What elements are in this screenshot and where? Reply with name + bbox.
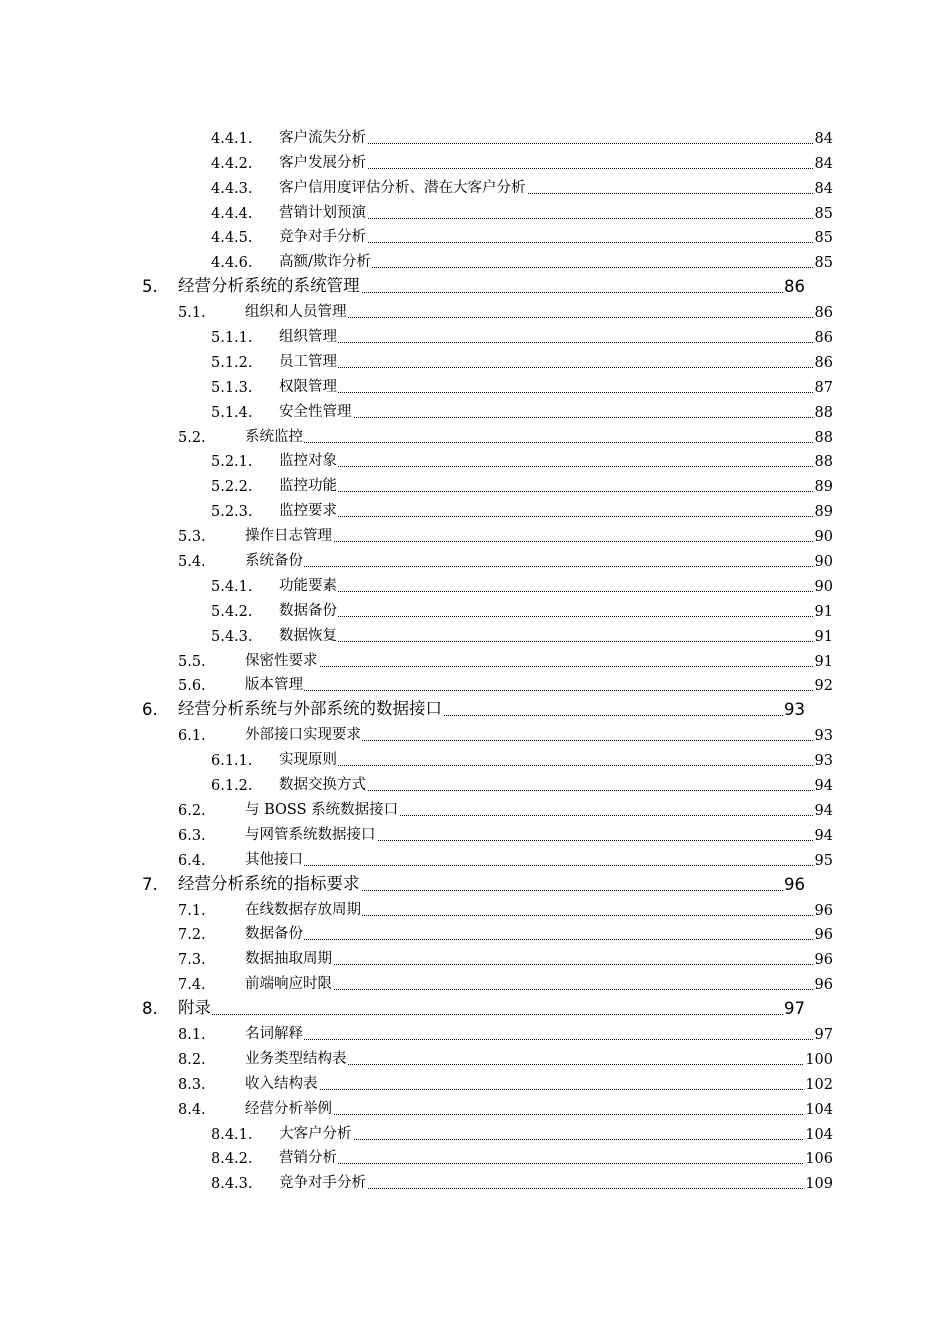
toc-entry-page-number: 88 (814, 454, 833, 471)
toc-dot-leader (178, 1012, 785, 1015)
toc-entry-number: 8.4.3. (211, 1176, 253, 1193)
toc-entry-title: 功能要素 (279, 574, 338, 595)
toc-entry[interactable] (0, 872, 950, 897)
toc-entry-title: 组织和人员管理 (245, 300, 348, 321)
toc-entry-title: 监控要求 (279, 499, 338, 520)
toc-entry-title: 系统监控 (245, 425, 304, 446)
toc-entry-page-number: 88 (814, 429, 833, 446)
toc-entry-page-number: 97 (814, 1026, 833, 1043)
toc-entry-title: 客户发展分析 (279, 151, 367, 172)
toc-dot-leader (279, 415, 815, 418)
toc-entry-title: 员工管理 (279, 350, 338, 371)
toc-entry[interactable] (0, 1071, 950, 1096)
toc-entry-number: 5.2. (178, 429, 206, 446)
toc-entry-page-number: 85 (814, 230, 833, 247)
toc-entry-number: 5.4.2. (211, 603, 253, 620)
toc-entry-number: 4.4.4. (211, 205, 253, 222)
toc-entry-number: 6.1.2. (211, 778, 253, 795)
toc-entry[interactable] (0, 274, 950, 299)
toc-entry-page-number: 91 (814, 603, 833, 620)
toc-entry-page-number: 96 (814, 927, 833, 944)
toc-dot-leader (279, 589, 815, 592)
toc-entry-number: 5.3. (178, 529, 206, 546)
toc-entry-page-number: 88 (814, 404, 833, 421)
toc-entry-title: 组织管理 (279, 325, 338, 346)
toc-entry[interactable] (0, 673, 950, 698)
toc-entry-page-number: 89 (814, 504, 833, 521)
toc-entry-number: 7.2. (178, 927, 206, 944)
toc-entry[interactable] (0, 822, 950, 847)
toc-entry-page-number: 100 (805, 1051, 833, 1068)
toc-entry-number: 8.4.2. (211, 1151, 253, 1168)
toc-entry[interactable] (0, 996, 950, 1021)
toc-entry[interactable] (0, 125, 950, 150)
toc-entry-title: 竞争对手分析 (279, 225, 367, 246)
toc-entry-title: 经营分析系统与外部系统的数据接口 (178, 695, 443, 719)
toc-entry-page-number: 97 (784, 999, 805, 1019)
toc-entry-title: 客户信用度评估分析、潜在大客户分析 (279, 176, 527, 197)
toc-entry-number: 6. (142, 700, 158, 720)
toc-entry-title: 数据抽取周期 (245, 947, 333, 968)
toc-entry-page-number: 106 (805, 1151, 833, 1168)
toc-entry-page-number: 86 (814, 330, 833, 347)
toc-entry-number: 7.4. (178, 977, 206, 994)
toc-entry-title: 版本管理 (245, 673, 304, 694)
toc-entry-number: 4.4.1. (211, 130, 253, 147)
toc-entry[interactable] (0, 299, 950, 324)
toc-dot-leader (279, 365, 815, 368)
toc-entry-number: 6.4. (178, 852, 206, 869)
toc-dot-leader (279, 390, 815, 393)
toc-entry-number: 5.1. (178, 305, 206, 322)
toc-entry-page-number: 86 (814, 305, 833, 322)
toc-entry-page-number: 86 (814, 354, 833, 371)
toc-entry-page-number: 90 (814, 578, 833, 595)
toc-entry[interactable] (0, 573, 950, 598)
toc-entry-number: 6.2. (178, 802, 206, 819)
toc-entry-page-number: 102 (805, 1076, 833, 1093)
toc-dot-leader (245, 1087, 807, 1090)
toc-dot-leader (245, 863, 815, 866)
toc-entry[interactable] (0, 324, 950, 349)
toc-entry-number: 8.4. (178, 1101, 206, 1118)
toc-entry[interactable] (0, 946, 950, 971)
toc-entry-page-number: 96 (814, 952, 833, 969)
toc-entry[interactable] (0, 797, 950, 822)
toc-entry[interactable] (0, 971, 950, 996)
toc-entry-page-number: 94 (814, 802, 833, 819)
toc-entry-page-number: 104 (805, 1101, 833, 1118)
toc-entry[interactable] (0, 249, 950, 274)
toc-entry[interactable] (0, 1170, 950, 1195)
toc-entry-title: 保密性要求 (245, 649, 319, 670)
table-of-contents (0, 125, 950, 1195)
toc-entry[interactable] (0, 747, 950, 772)
toc-entry[interactable] (0, 449, 950, 474)
toc-entry[interactable] (0, 523, 950, 548)
toc-entry-title: 收入结构表 (245, 1072, 319, 1093)
toc-entry[interactable] (0, 200, 950, 225)
toc-entry[interactable] (0, 648, 950, 673)
toc-entry-page-number: 91 (814, 628, 833, 645)
toc-dot-leader (279, 464, 815, 467)
toc-entry-title: 数据备份 (245, 922, 304, 943)
toc-dot-leader (279, 763, 815, 766)
toc-entry-title: 经营分析举例 (245, 1097, 333, 1118)
toc-entry[interactable] (0, 772, 950, 797)
toc-dot-leader (279, 614, 815, 617)
toc-entry[interactable] (0, 399, 950, 424)
toc-entry-number: 8.4.1. (211, 1126, 253, 1143)
toc-entry-number: 5.1.2. (211, 354, 253, 371)
toc-entry-number: 5. (142, 277, 158, 297)
toc-entry[interactable] (0, 1096, 950, 1121)
toc-entry-page-number: 85 (814, 205, 833, 222)
toc-entry-number: 8.1. (178, 1026, 206, 1043)
toc-dot-leader (245, 440, 815, 443)
toc-entry-title: 附录 (178, 994, 212, 1018)
toc-entry[interactable] (0, 922, 950, 947)
toc-entry-number: 7. (142, 874, 158, 894)
toc-dot-leader (245, 688, 815, 691)
toc-dot-leader (279, 639, 815, 642)
toc-entry-page-number: 87 (814, 379, 833, 396)
toc-entry-title: 与网管系统数据接口 (245, 823, 377, 844)
toc-entry-number: 8.2. (178, 1051, 206, 1068)
toc-dot-leader (279, 514, 815, 517)
toc-entry-page-number: 94 (814, 778, 833, 795)
toc-entry-title: 经营分析系统的指标要求 (178, 870, 361, 894)
toc-entry-number: 5.1.1. (211, 330, 253, 347)
toc-entry[interactable] (0, 697, 950, 722)
toc-entry[interactable] (0, 722, 950, 747)
toc-entry[interactable] (0, 1146, 950, 1171)
toc-dot-leader (279, 1161, 807, 1164)
toc-entry[interactable] (0, 897, 950, 922)
toc-entry[interactable] (0, 1021, 950, 1046)
toc-dot-leader (279, 1137, 807, 1140)
toc-entry-title: 其他接口 (245, 848, 304, 869)
toc-entry[interactable] (0, 548, 950, 573)
toc-entry-title: 监控功能 (279, 474, 338, 495)
toc-entry-title: 权限管理 (279, 375, 338, 396)
toc-entry[interactable] (0, 498, 950, 523)
toc-entry-title: 竞争对手分析 (279, 1171, 367, 1192)
toc-entry-number: 7.1. (178, 902, 206, 919)
toc-dot-leader (245, 937, 815, 940)
toc-dot-leader (245, 564, 815, 567)
toc-entry-page-number: 85 (814, 255, 833, 272)
toc-entry[interactable] (0, 349, 950, 374)
toc-entry-number: 5.4. (178, 554, 206, 571)
toc-entry-page-number: 93 (814, 728, 833, 745)
toc-dot-leader (279, 340, 815, 343)
toc-entry-title: 安全性管理 (279, 400, 353, 421)
toc-entry-title: 操作日志管理 (245, 524, 333, 545)
toc-entry[interactable] (0, 847, 950, 872)
toc-dot-leader (245, 664, 815, 667)
toc-entry[interactable] (0, 225, 950, 250)
toc-entry-number: 4.4.6. (211, 255, 253, 272)
toc-entry-page-number: 104 (805, 1126, 833, 1143)
toc-entry-number: 5.2.3. (211, 504, 253, 521)
toc-entry-title: 名词解释 (245, 1022, 304, 1043)
toc-entry-number: 5.4.3. (211, 628, 253, 645)
toc-entry-page-number: 95 (814, 852, 833, 869)
toc-entry-number: 8. (142, 999, 158, 1019)
toc-entry-number: 6.1. (178, 728, 206, 745)
toc-entry-title: 系统备份 (245, 549, 304, 570)
toc-entry-title: 经营分析系统的系统管理 (178, 272, 361, 296)
toc-entry[interactable] (0, 150, 950, 175)
toc-entry-title: 营销计划预演 (279, 201, 367, 222)
toc-entry-number: 7.3. (178, 952, 206, 969)
toc-entry-page-number: 89 (814, 479, 833, 496)
toc-entry[interactable] (0, 1121, 950, 1146)
toc-dot-leader (245, 1037, 815, 1040)
toc-entry-number: 5.5. (178, 653, 206, 670)
toc-entry-title: 业务类型结构表 (245, 1047, 348, 1068)
toc-entry-title: 实现原则 (279, 748, 338, 769)
toc-entry-page-number: 91 (814, 653, 833, 670)
toc-entry-number: 5.1.4. (211, 404, 253, 421)
toc-entry-page-number: 86 (784, 277, 805, 297)
toc-entry-title: 数据备份 (279, 599, 338, 620)
toc-entry[interactable] (0, 175, 950, 200)
toc-entry-page-number: 93 (814, 753, 833, 770)
toc-entry-title: 与 BOSS 系统数据接口 (245, 798, 399, 819)
toc-entry-title: 客户流失分析 (279, 126, 367, 147)
toc-entry[interactable] (0, 473, 950, 498)
toc-entry-number: 5.2.2. (211, 479, 253, 496)
toc-entry[interactable] (0, 598, 950, 623)
toc-entry-page-number: 92 (814, 678, 833, 695)
toc-entry-number: 6.1.1. (211, 753, 253, 770)
toc-entry[interactable] (0, 1046, 950, 1071)
toc-entry-number: 4.4.3. (211, 180, 253, 197)
toc-dot-leader (279, 489, 815, 492)
toc-entry-number: 4.4.5. (211, 230, 253, 247)
toc-entry-page-number: 84 (814, 180, 833, 197)
toc-entry-number: 5.6. (178, 678, 206, 695)
toc-entry-title: 监控对象 (279, 449, 338, 470)
toc-entry-title: 高额/欺诈分析 (279, 250, 372, 271)
toc-entry-page-number: 90 (814, 529, 833, 546)
toc-entry-title: 前端响应时限 (245, 972, 333, 993)
toc-entry[interactable] (0, 374, 950, 399)
toc-entry-title: 大客户分析 (279, 1122, 353, 1143)
toc-entry-title: 营销分析 (279, 1146, 338, 1167)
toc-entry-number: 8.3. (178, 1076, 206, 1093)
toc-entry-page-number: 94 (814, 827, 833, 844)
toc-entry-number: 6.3. (178, 827, 206, 844)
toc-entry-page-number: 96 (814, 977, 833, 994)
toc-entry-page-number: 84 (814, 155, 833, 172)
toc-entry[interactable] (0, 424, 950, 449)
toc-entry-page-number: 84 (814, 130, 833, 147)
toc-entry-title: 数据恢复 (279, 624, 338, 645)
toc-entry-number: 5.1.3. (211, 379, 253, 396)
toc-entry-number: 5.2.1. (211, 454, 253, 471)
toc-entry-page-number: 109 (805, 1176, 833, 1193)
toc-entry-number: 5.4.1. (211, 578, 253, 595)
toc-entry-page-number: 90 (814, 554, 833, 571)
toc-entry-title: 在线数据存放周期 (245, 898, 362, 919)
toc-entry-number: 4.4.2. (211, 155, 253, 172)
toc-entry[interactable] (0, 623, 950, 648)
toc-entry-title: 数据交换方式 (279, 773, 367, 794)
toc-entry-page-number: 96 (814, 902, 833, 919)
toc-entry-page-number: 93 (784, 700, 805, 720)
toc-entry-title: 外部接口实现要求 (245, 723, 362, 744)
toc-entry-page-number: 96 (784, 874, 805, 894)
